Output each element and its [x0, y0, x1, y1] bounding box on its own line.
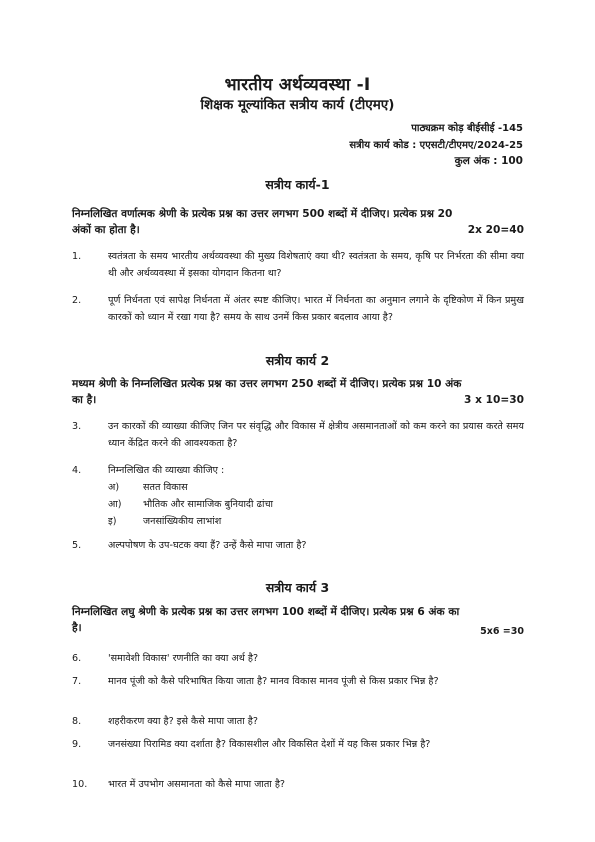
subitem-label: इ) — [108, 516, 117, 527]
document-subtitle: शिक्षक मूल्यांकित सत्रीय कार्य (टीएमए) — [200, 97, 395, 113]
question-item — [72, 736, 524, 753]
question-text: अल्पपोषण के उप-घटक क्या हैं? उन्हें कैसे मापा जाता है? — [108, 540, 307, 551]
section-marks: 2x 20=40 — [467, 224, 524, 236]
subitem-text: भौतिक और सामाजिक बुनियादी ढांचा — [143, 499, 274, 510]
instruction-line: निम्नलिखित लघु श्रेणी के प्रत्येक प्रश्न का उत्तर लगभग 100 शब्दों में दीजिए। प्रत्येक प्रश्न 6 अंक का — [72, 606, 460, 618]
question-item — [72, 713, 524, 730]
question-number: 6. — [72, 653, 82, 664]
question-number: 7. — [72, 676, 82, 687]
question-text: मानव पूंजी को कैसे परिभाषित किया जाता है? मानव विकास मानव पूंजी से किस प्रकार भिन्न है? — [108, 676, 439, 687]
question-number: 2. — [72, 295, 82, 306]
question-item — [72, 248, 524, 282]
instruction-line: अंकों का होता है। — [72, 224, 140, 236]
section-marks: 5x6 =30 — [480, 626, 524, 637]
question-item — [72, 776, 524, 793]
subitem-label: आ) — [108, 499, 122, 510]
section-marks: 3 x 10=30 — [464, 394, 524, 406]
question-text: पूर्ण निर्धनता एवं सापेक्ष निर्धनता में अंतर स्पष्ट कीजिए। भारत में निर्धनता का अनुमान लगाने के दृष्टिकोण में किन प्रमुख कारकों को ध्यान में रखा गया है? समय के साथ उनमें किस प्रकार बदलाव आया है? — [108, 295, 524, 323]
question-text: शहरीकरण क्या है? इसे कैसे मापा जाता है? — [108, 716, 258, 727]
instruction-line: मध्यम श्रेणी के निम्नलिखित प्रत्येक प्रश्न का उत्तर लगभग 250 शब्दों में दीजिए। प्रत्येक प्रश्न 10 अंक — [72, 378, 462, 390]
subitem-text: सतत विकास — [143, 482, 188, 493]
subitem-label: अ) — [108, 482, 120, 493]
section-heading-3: सत्रीय कार्य 3 — [265, 580, 330, 595]
document-title: भारतीय अर्थव्यवस्था -I — [224, 75, 371, 95]
subitem-text: जनसांख्यिकीय लाभांश — [143, 516, 222, 527]
course-code: पाठ्यक्रम कोड़ बीईसीई -145 — [411, 123, 523, 134]
assignment-code: सत्रीय कार्य कोड : एएसटी/टीएमए/2024-25 — [349, 140, 523, 151]
question-text: उन कारकों की व्याख्या कीजिए जिन पर संवृद्धि और विकास में क्षेत्रीय असमानताओं को कम करने का प्रयास करते समय ध्यान केंद्रित करने की आवश्यकता है? — [108, 421, 524, 449]
section-heading-1: सत्रीय कार्य-1 — [265, 177, 330, 192]
question-item — [72, 418, 524, 452]
question-text: जनसंख्या पिरामिड क्या दर्शाता है? विकासशील और विकसित देशों में यह किस प्रकार भिन्न है? — [108, 739, 431, 750]
question-item — [72, 650, 524, 667]
question-item — [72, 462, 524, 479]
section-heading-2: सत्रीय कार्य 2 — [265, 353, 330, 368]
question-text: 'समावेशी विकास' रणनीति का क्या अर्थ है? — [108, 653, 259, 664]
question-text: स्वतंत्रता के समय भारतीय अर्थव्यवस्था की मुख्य विशेषताएं क्या थी? स्वतंत्रता के समय, कृषि पर निर्भरता की सीमा क्या थी और अर्थव्यवस्था में इसका योगदान कितना था? — [108, 251, 524, 279]
subitem — [108, 479, 188, 496]
section-instruction-2 — [72, 376, 524, 408]
instruction-line: का है। — [72, 394, 97, 406]
question-number: 9. — [72, 739, 82, 750]
question-number: 3. — [72, 421, 82, 432]
question-number: 4. — [72, 465, 82, 476]
question-number: 8. — [72, 716, 82, 727]
total-marks: कुल अंक : 100 — [454, 155, 523, 167]
section-instruction-1 — [72, 206, 524, 238]
question-number: 1. — [72, 251, 82, 262]
question-number: 5. — [72, 540, 82, 551]
question-item — [72, 673, 524, 690]
question-text: भारत में उपभोग असमानता को कैसे मापा जाता है? — [108, 779, 286, 790]
instruction-line: निम्नलिखित वर्णात्मक श्रेणी के प्रत्येक प्रश्न का उत्तर लगभग 500 शब्दों में दीजिए। प्रत्येक प्रश्न 20 — [72, 208, 453, 220]
section-instruction-3 — [72, 604, 524, 636]
question-text: निम्नलिखित की व्याख्या कीजिए : — [108, 465, 225, 476]
question-number: 10. — [72, 779, 88, 790]
question-item — [72, 292, 524, 326]
instruction-line: है। — [72, 622, 82, 634]
subitem — [108, 513, 221, 530]
question-item — [72, 537, 524, 554]
subitem — [108, 496, 273, 513]
